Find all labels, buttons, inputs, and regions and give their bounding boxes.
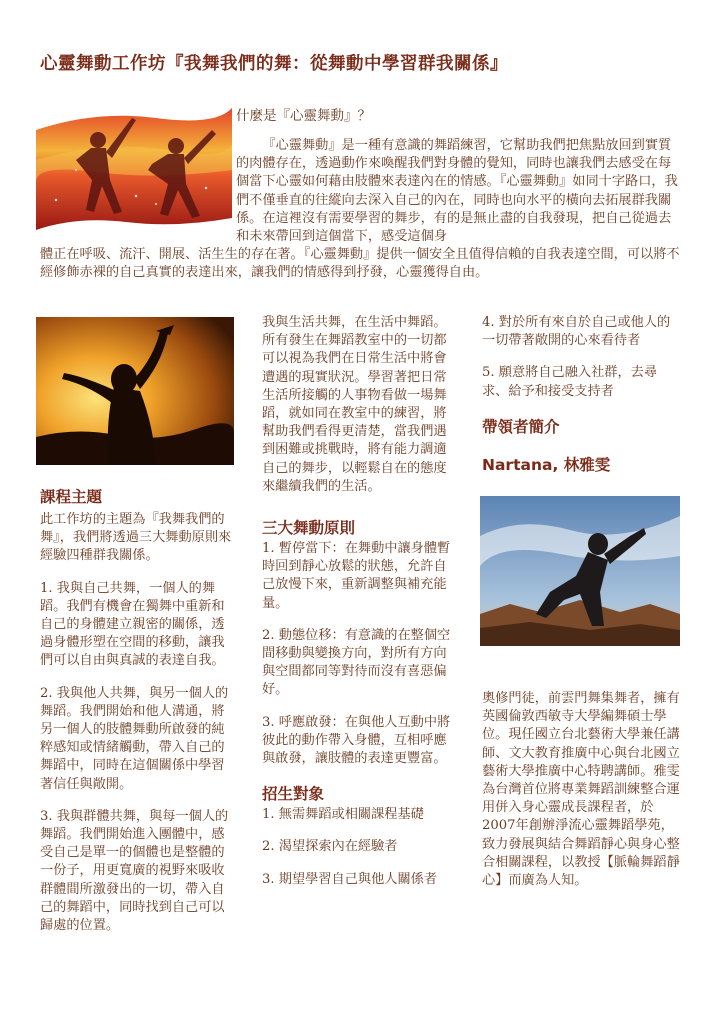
principles-heading: 三大舞動原則 <box>262 519 356 538</box>
enroll-heading: 招生對象 <box>262 785 325 804</box>
course-item-3: 3. 我與群體共舞，與每一個人的舞蹈。我們開始進入團體中，感受自己是單一的個體也是整體的一份子，用更寬廣的視野來吸收群體間所激發出的一切，帶入自己的舞蹈中，同時找到自己可以歸處的位置。 <box>40 808 229 934</box>
principle-2: 2. 動態位移：有意識的在整個空間移動與變換方向，對所有方向與空間都同等對待而沒有喜惡偏好。 <box>262 627 451 698</box>
course-intro: 此工作坊的主題為『我舞我們的舞』，我們將透過三大舞動原則來經驗四種群我關係。 <box>40 512 232 564</box>
intro-question: 什麼是『心靈舞動』？ <box>236 108 371 124</box>
leader-photo <box>480 496 680 646</box>
leader-heading: 帶領者簡介 <box>482 417 560 436</box>
principle-1: 1. 暫停當下：在舞動中讓身體暫時回到靜心放鬆的狀態，允許自己放慢下來，重新調整與補充能量。 <box>262 541 451 611</box>
course-item-1: 1. 我與自己共舞，一個人的舞蹈。我們有機會在獨舞中重新和自己的身體建立親密的關係，透過身體形塑在空間的移動，讓我們可以自由與真誠的表達自我。 <box>40 580 225 669</box>
enroll-item-3: 3. 期望學習自己與他人關係者 <box>262 871 438 887</box>
course-heading: 課程主題 <box>40 488 103 506</box>
enroll-item-2: 2. 渴望探索內在經驗者 <box>262 839 398 855</box>
intro-paragraph: 『心靈舞動』是一種有意識的舞蹈練習，它幫助我們把焦點放回到實質的肉體存在，透過動作來喚醒我們對身體的覺知，同時也讓我們去感受在每個當下心靈如何藉由肢體來表達內在的情感。『心靈舞動』如同十字路口，我們不僅垂直的往縱向去深入自己的內在，同時也向水平的橫向去拓展群我關係。在這裡沒有需要學習的舞步，有的是無止盡的自我發現，把自己從過去和未來帶回到這個當下，感受這個身 <box>236 138 678 245</box>
principle-3: 3. 呼應啟發：在與他人互動中將彼此的動作帶入身體，互相呼應與啟發，讓肢體的表達更豐富。 <box>262 714 451 767</box>
enroll-item-5: 5. 願意將自己融入社群，去尋求、給予和接受支持者 <box>482 365 658 399</box>
page-title: 心靈舞動工作坊『我舞我們的舞：從舞動中學習群我關係』 <box>40 54 508 74</box>
course-item-2: 2. 我與他人共舞，與另一個人的舞蹈。我們開始和他人溝通，將另一個人的肢體舞動所啟發的純粹感知或情緒觸動，帶入自己的舞蹈中，同時在這個關係中學習著信任與敞開。 <box>40 685 229 792</box>
leader-bio: 奧修門徒，前雲門舞集舞者，擁有英國倫敦西敏寺大學編舞碩士學位。現任國立台北藝術大學兼任講師、文大教育推廣中心與台北國立藝術大學推廣中心特聘講師。雅雯為台灣首位將專業舞蹈訓練整合運用併入身心靈成長課程者，於2007年創辦淨流心靈舞蹈學苑，致力發展與結合舞蹈靜心與身心整合相關課程，以教授【脈輪舞蹈靜心】而廣為人知。 <box>482 691 680 889</box>
course-item-4-life: 我與生活共舞，在生活中舞蹈。所有發生在舞蹈教室中的一切都可以視為我們在日常生活中將會遭遇的現實狀況。學習著把日常生活所接觸的人事物看做一場舞蹈，就如同在教室中的練習，將幫助我們看得更清楚，當我們遇到困難或挑戰時，將有能力調適自己的舞步，以輕鬆自在的態度來繼續我們的生活。 <box>262 315 447 494</box>
enroll-item-4: 4. 對於所有來自於自己或他人的一切帶著敞開的心來看待者 <box>482 315 671 349</box>
enroll-item-1: 1. 無需舞蹈或相關課程基礎 <box>262 807 424 823</box>
header-dance-image <box>36 100 232 238</box>
sunset-dancer-image <box>36 317 234 465</box>
intro-paragraph-continued: 體正在呼吸、流汗、開展、活生生的存在著。『心靈舞動』提供一個安全且值得信賴的自我表達空間，可以將不經修飾赤裸的自己真實的表達出來，讓我們的情感得到抒發，心靈獲得自由。 <box>40 247 680 281</box>
leader-name: Nartana, 林雅雯 <box>482 455 611 474</box>
